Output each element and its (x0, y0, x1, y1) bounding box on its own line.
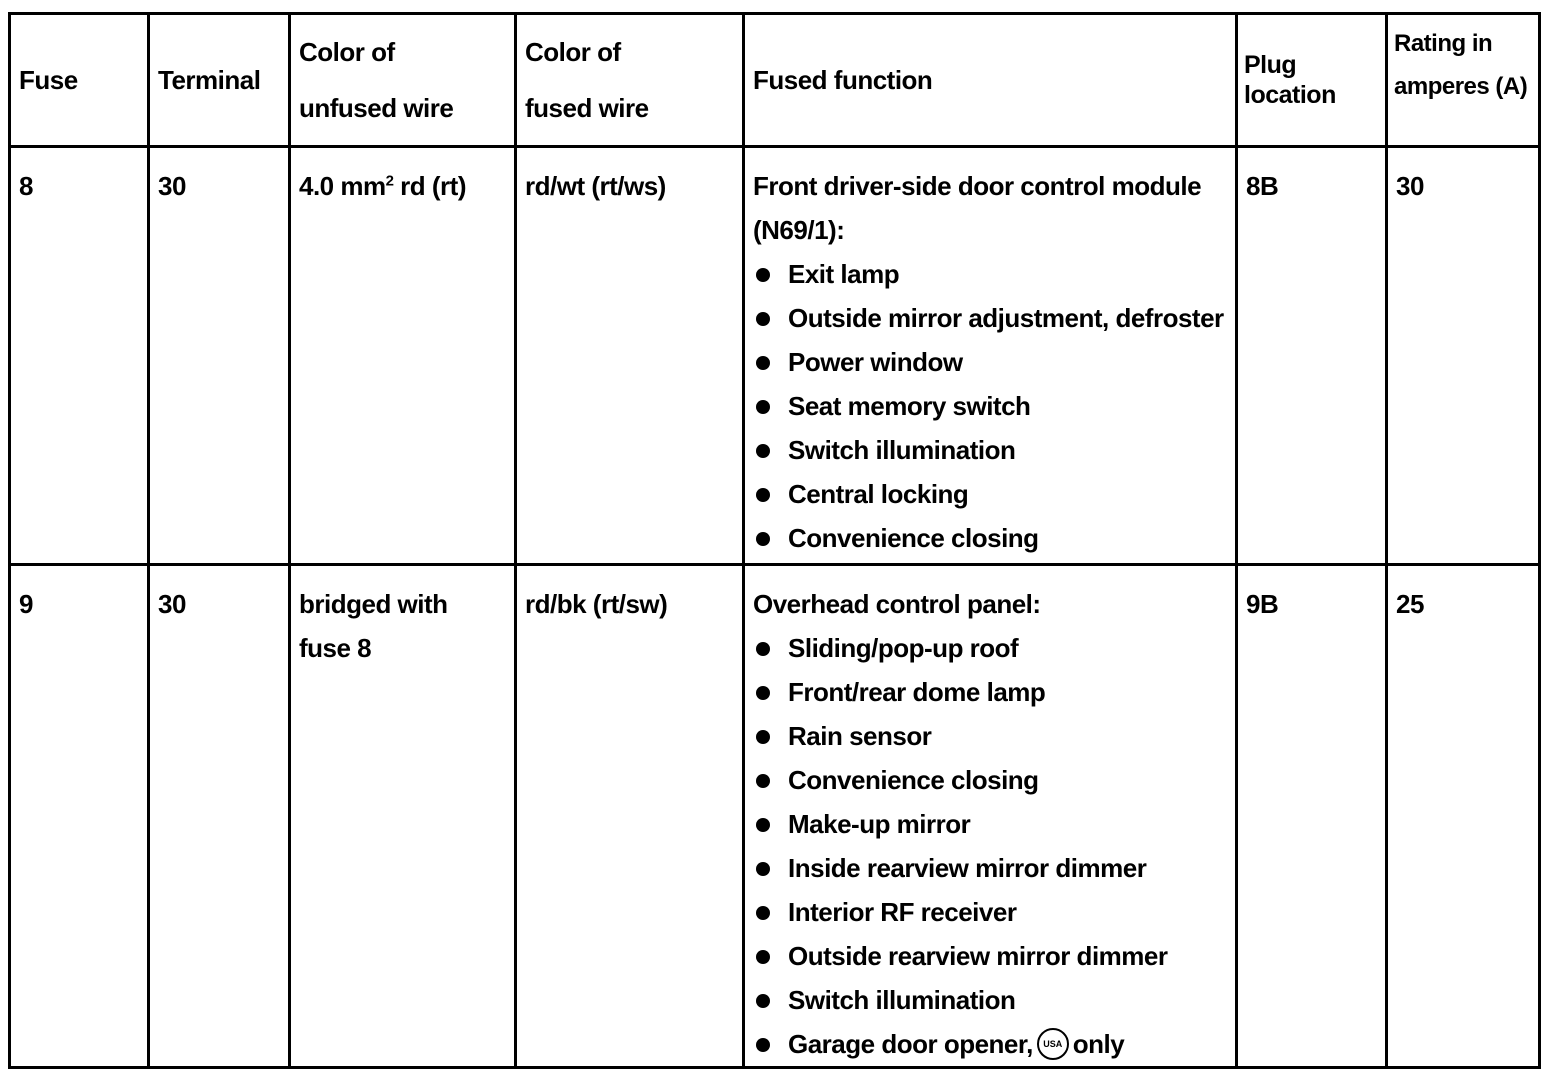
list-item: Convenience closing (753, 516, 1235, 560)
bullet-icon (756, 818, 770, 832)
list-item: Central locking (753, 472, 1235, 516)
list-item: Rain sensor (753, 714, 1235, 758)
bullet-icon (756, 686, 770, 700)
unfused-wire-cell: 4.0 $mm^2$ rd (rt) (290, 147, 516, 565)
list-item: Make-up mirror (753, 802, 1235, 846)
function-list (753, 626, 1235, 1066)
unfused-wire-cell: bridged with fuse 8 (290, 565, 516, 1068)
function-title: Overhead control panel: (753, 589, 1041, 619)
header-fuse: Fuse (10, 14, 149, 147)
list-item: Garage door opener, USA only (753, 1022, 1235, 1066)
fused-function-cell (744, 565, 1237, 1068)
header-plug-location: Plug location (1237, 14, 1387, 147)
list-item: Outside rearview mirror dimmer (753, 934, 1235, 978)
table-row (10, 565, 1540, 1068)
list-item: Power window (753, 340, 1235, 384)
header-rating: Rating in amperes (A) (1387, 14, 1540, 147)
list-item: Exit lamp (753, 252, 1235, 296)
header-terminal: Terminal (149, 14, 290, 147)
bullet-icon (756, 774, 770, 788)
bullet-icon (756, 312, 770, 326)
bullet-icon (756, 862, 770, 876)
bullet-icon (756, 1038, 770, 1052)
list-item: Interior RF receiver (753, 890, 1235, 934)
bullet-icon (756, 444, 770, 458)
list-item: Seat memory switch (753, 384, 1235, 428)
bullet-icon (756, 356, 770, 370)
list-item: Inside rearview mirror dimmer (753, 846, 1235, 890)
table-row (10, 147, 1540, 565)
list-item: Switch illumination (753, 428, 1235, 472)
header-unfused-wire: Color of unfused wire (290, 14, 516, 147)
header-row (10, 14, 1540, 147)
terminal-cell: 30 (149, 565, 290, 1068)
bullet-icon (756, 906, 770, 920)
rating-cell: 30 (1387, 147, 1540, 565)
list-item: Sliding/pop-up roof (753, 626, 1235, 670)
bullet-icon (756, 994, 770, 1008)
plug-location-cell: 9B (1237, 565, 1387, 1068)
bullet-icon (756, 268, 770, 282)
bullet-icon (756, 730, 770, 744)
bullet-icon (756, 642, 770, 656)
list-item: Front/rear dome lamp (753, 670, 1235, 714)
usa-symbol-icon: USA (1037, 1028, 1069, 1060)
terminal-cell: 30 (149, 147, 290, 565)
plug-location-cell: 8B (1237, 147, 1387, 565)
bullet-icon (756, 950, 770, 964)
rating-cell: 25 (1387, 565, 1540, 1068)
fused-wire-cell: rd/bk (rt/sw) (516, 565, 744, 1068)
function-title: Front driver-side door control module (753, 171, 1202, 201)
header-fused-wire: Color of fused wire (516, 14, 744, 147)
fuse-cell: 9 (10, 565, 149, 1068)
bullet-icon (756, 488, 770, 502)
function-title: (N69/1): (753, 215, 845, 245)
list-item: Switch illumination (753, 978, 1235, 1022)
header-fused-function: Fused function (744, 14, 1237, 147)
fused-wire-cell: rd/wt (rt/ws) (516, 147, 744, 565)
fused-function-cell (744, 147, 1237, 565)
list-item: Outside mirror adjustment, defroster (753, 296, 1235, 340)
bullet-icon (756, 532, 770, 546)
bullet-icon (756, 400, 770, 414)
function-list (753, 252, 1235, 560)
list-item: Convenience closing (753, 758, 1235, 802)
fuse-table (8, 12, 1541, 1069)
fuse-cell: 8 (10, 147, 149, 565)
